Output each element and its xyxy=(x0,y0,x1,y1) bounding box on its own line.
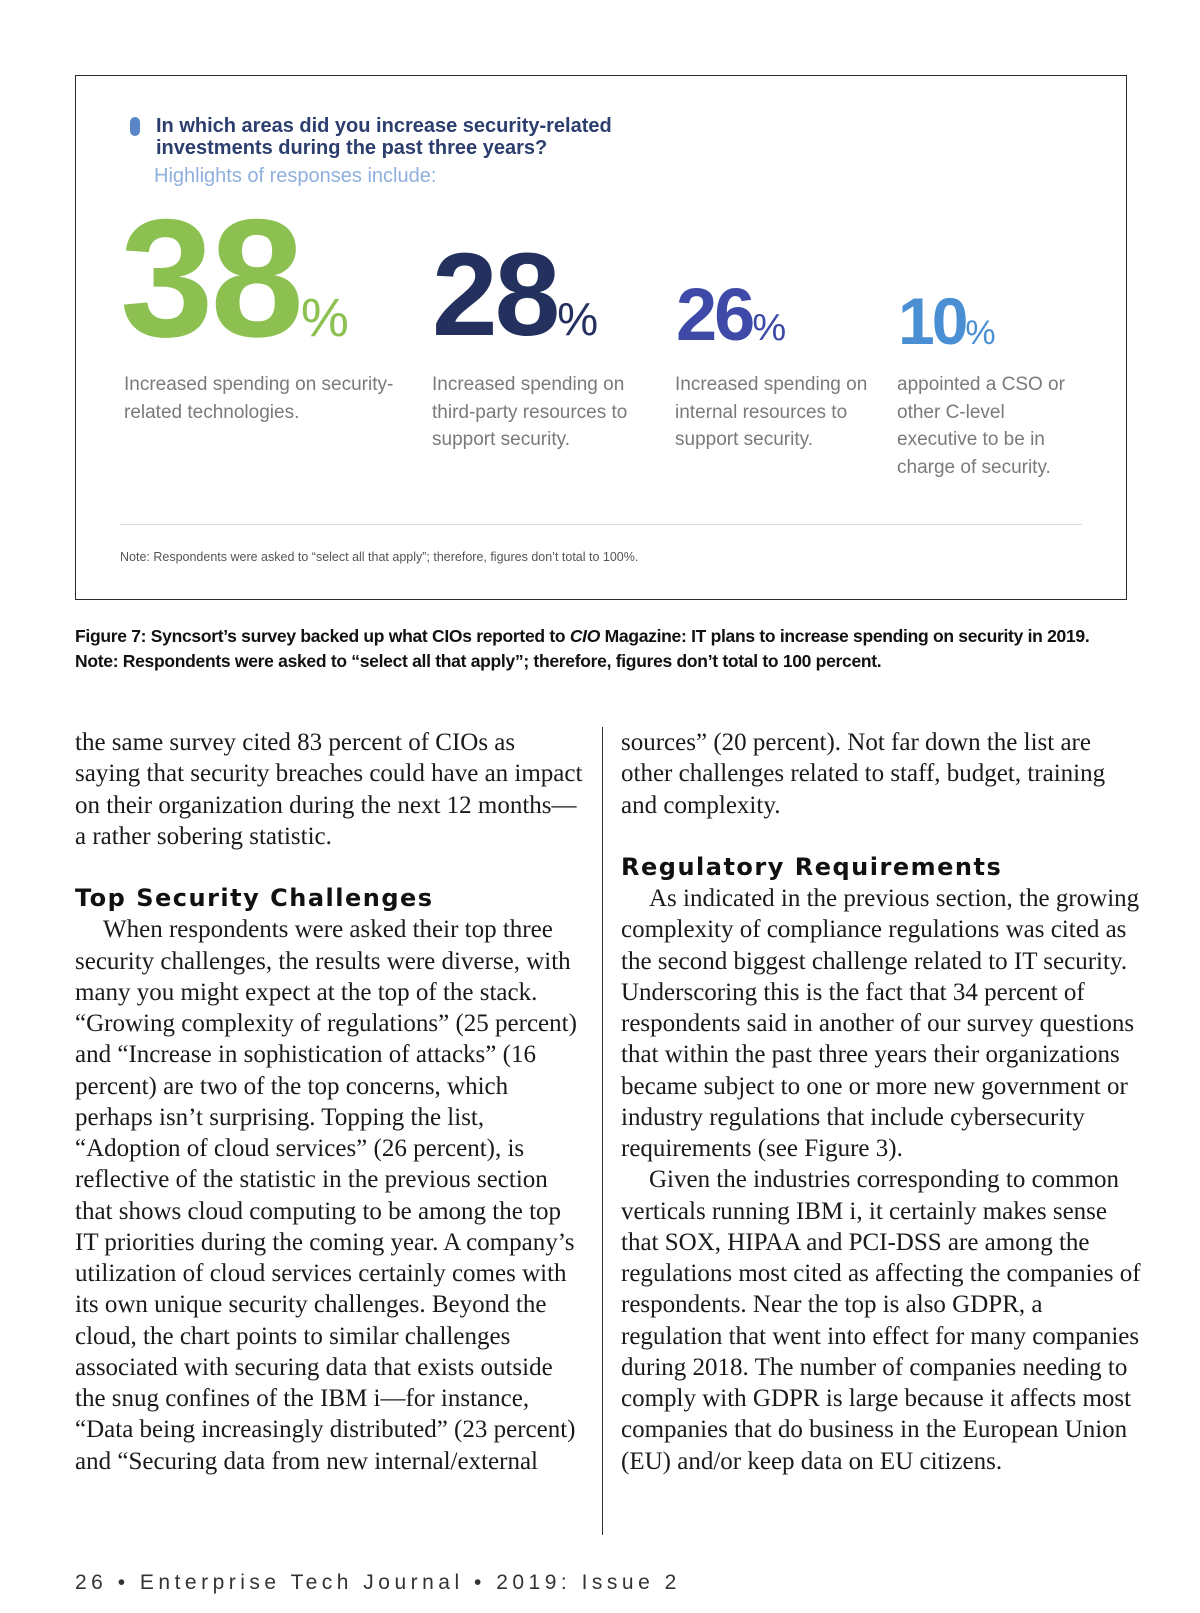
stat-10 xyxy=(898,284,996,358)
stat-description: appointed a CSO or other C-level executive to be in charge of security. xyxy=(897,374,1065,478)
survey-figure xyxy=(75,75,1127,600)
stat-unit: % xyxy=(300,288,349,348)
intro-paragraph: the same survey cited 83 percent of CIOs as saying that security breaches could have an impact on their organization during the next 12 months—a rather sobering statistic. xyxy=(75,729,583,850)
stat-description: Increased spending on third-party resources to support security. xyxy=(432,374,628,450)
figure-note: Note: Respondents were asked to “select all that apply”; therefore, figures don’t total to 100%. xyxy=(120,550,639,564)
stat-26 xyxy=(676,273,787,356)
article-column-right xyxy=(621,727,1141,1477)
stat-unit: % xyxy=(965,314,996,352)
caption-magazine: CIO xyxy=(569,626,601,646)
stat-value: 38 xyxy=(120,184,301,372)
figure-subtitle: Highlights of responses include: xyxy=(154,165,437,187)
stat-unit: % xyxy=(752,307,787,349)
question-marker-icon xyxy=(130,117,140,136)
figure-divider xyxy=(120,524,1082,525)
page-footer xyxy=(75,1571,681,1595)
stat-description: Increased spending on security-related technologies. xyxy=(124,374,394,423)
figure-caption xyxy=(75,624,1155,674)
stat-value: 28 xyxy=(432,229,558,361)
issue-label: 2019: Issue 2 xyxy=(496,1571,681,1594)
stat-description: Increased spending on internal resources to support security. xyxy=(675,374,868,450)
caption-note: Note: Respondents were asked to “select all that apply”; therefore, figures don’t total to 100 percent. xyxy=(75,651,882,671)
footer-bullet: • xyxy=(473,1571,486,1594)
stat-value: 26 xyxy=(676,273,753,356)
caption-rest: Magazine: IT plans to increase spending on security in 2019. xyxy=(600,626,1090,646)
caption-label: Figure 7: Syncsort’s survey backed up what CIOs reported to xyxy=(75,626,570,646)
column-rule xyxy=(602,727,603,1535)
regulatory-paragraph-2: Given the industries corresponding to common verticals running IBM i, it certainly makes sense that SOX, HIPAA and PCI-DSS are among the regulations most cited as affecting the companies of respondents. Near the top is also GDPR, a regulation that went into effect for many companies during 2018. The number of companies needing to comply with GDPR is large because it affects most companies that do business in the European Union (EU) and/or keep data on EU citizens. xyxy=(621,1166,1141,1475)
page-number: 26 xyxy=(75,1571,108,1594)
stat-unit: % xyxy=(557,293,599,345)
continuation-paragraph: sources” (20 percent). Not far down the list are other challenges related to staff, budget, training and complexity. xyxy=(621,729,1106,819)
article-column-left xyxy=(75,727,585,1477)
stat-value: 10 xyxy=(898,284,966,358)
section-heading-regulatory: Regulatory Requirements xyxy=(621,852,1003,881)
publication-name: Enterprise Tech Journal xyxy=(139,1571,464,1594)
regulatory-paragraph-1: As indicated in the previous section, the growing complexity of compliance regulations was cited as the second biggest challenge related to IT security. Underscoring this is the fact that 34 percent of respondents said in another of our survey questions that within the past three years their organizations became subject to one or more new government or industry regulations that include cybersecurity requirements (see Figure 3). xyxy=(621,885,1140,1162)
footer-bullet: • xyxy=(117,1571,130,1594)
stat-38 xyxy=(120,184,349,372)
figure-question: In which areas did you increase security-related investments during the past three years? xyxy=(156,115,612,159)
challenges-paragraph: When respondents were asked their top three security challenges, the results were diverse, with many you might expect at the top of the stack. “Growing complexity of regulations” (25 percent) and “Increase in sophistication of attacks” (16 percent) are two of the top concerns, which perhaps isn’t surprising. Topping the list, “Adoption of cloud services” (26 percent), is reflective of the statistic in the previous section that shows cloud computing to be among the top IT priorities during the coming year. A company’s utilization of cloud services certainly comes with its own unique security challenges. Beyond the cloud, the chart points to similar challenges associated with securing data that exists outside the snug confines of the IBM i—for instance, “Data being increasingly distributed” (23 percent) and “Securing data from new internal/external xyxy=(75,916,577,1475)
stat-28 xyxy=(432,229,599,361)
section-heading-challenges: Top Security Challenges xyxy=(75,884,434,912)
